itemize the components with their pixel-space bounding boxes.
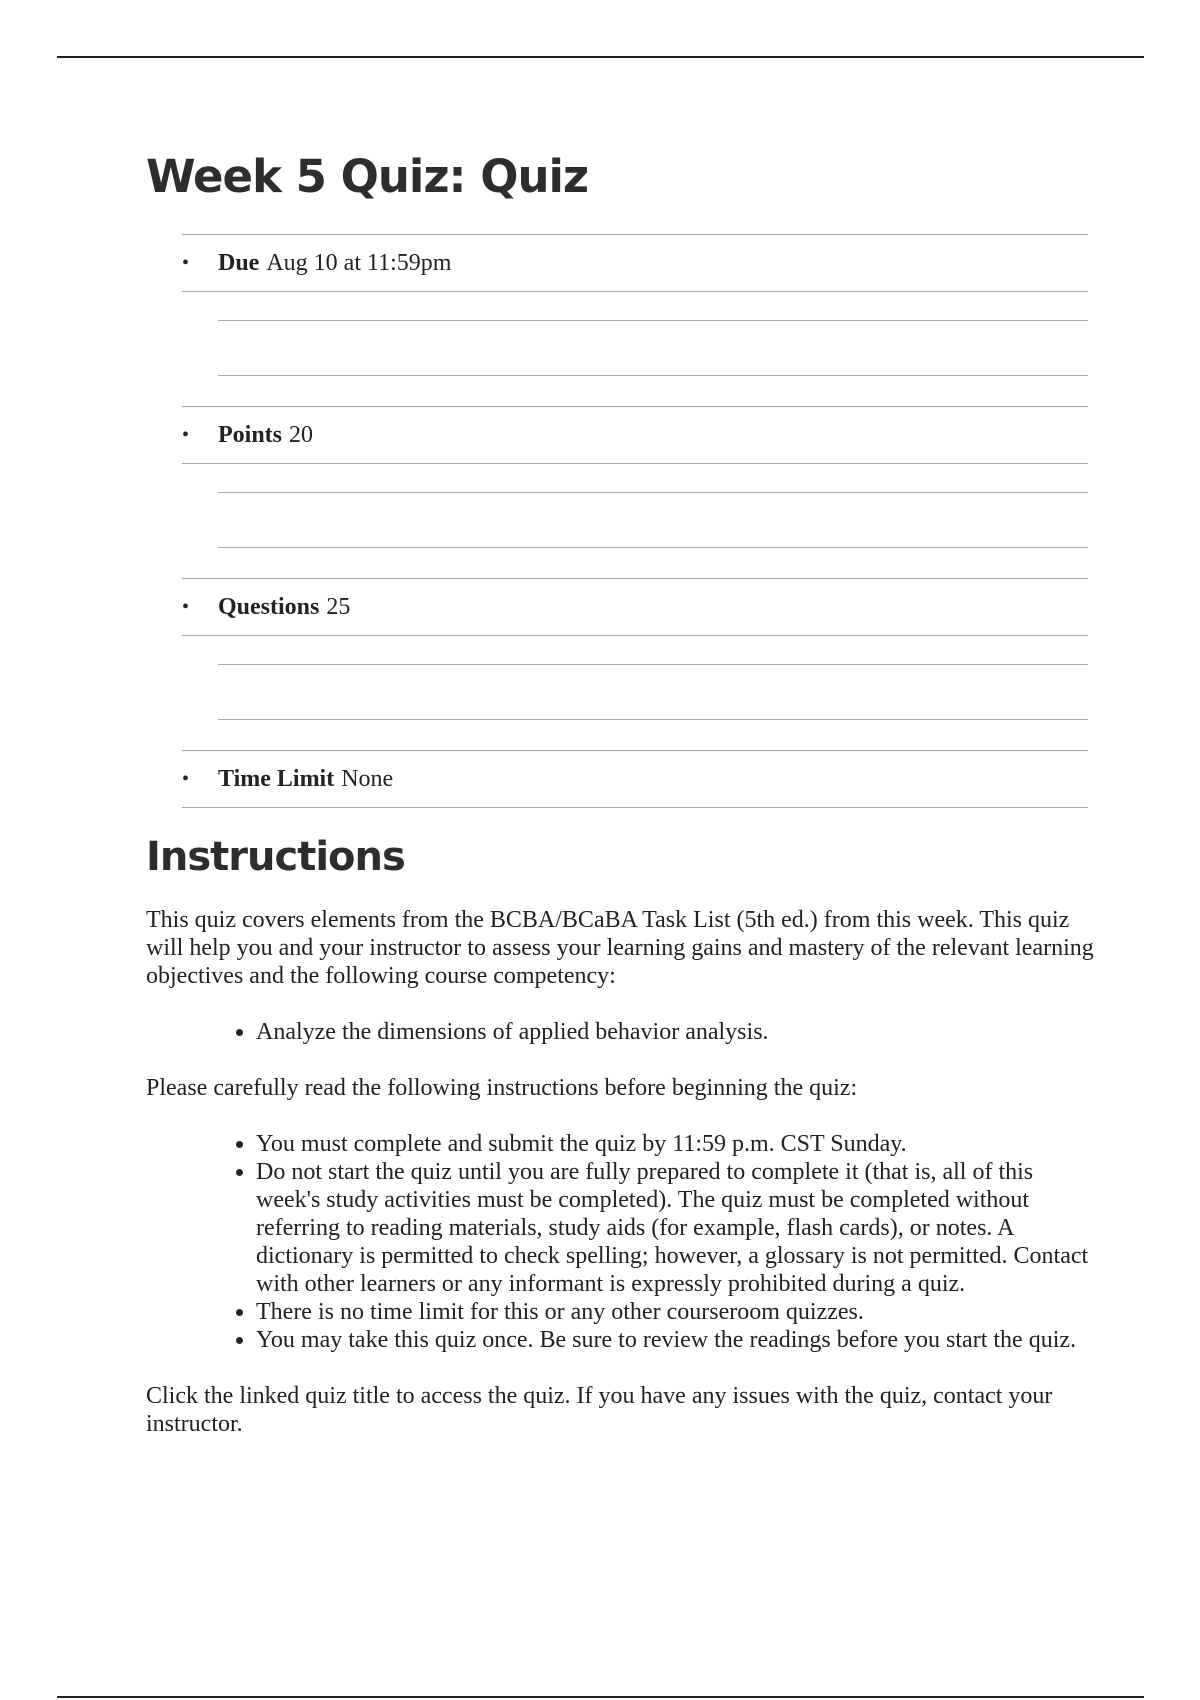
list-item: • You must complete and submit the quiz by 11:59 p.m. CST Sunday.	[256, 1130, 1096, 1158]
detail-label: Due	[218, 249, 260, 276]
instructions-heading: Instructions	[146, 834, 405, 880]
detail-label: Points	[218, 421, 283, 448]
list-item: • There is no time limit for this or any other courseroom quizzes.	[256, 1298, 1096, 1326]
detail-questions	[182, 578, 1088, 750]
detail-label: Questions	[218, 593, 320, 620]
list-item: • Analyze the dimensions of applied behavior analysis.	[256, 1018, 1096, 1046]
detail-due	[182, 234, 1088, 406]
bottom-divider	[57, 1696, 1144, 1698]
intro-paragraph: This quiz covers elements from the BCBA/BCaBA Task List (5th ed.) from this week. This quiz will help you and your instructor to assess your learning gains and mastery of the relevant learning objectives and the following course competency:	[146, 907, 1094, 989]
rules-list	[146, 1130, 1096, 1354]
bullet-icon: •	[182, 423, 190, 446]
detail-spacer	[218, 664, 1088, 720]
page-title: Week 5 Quiz: Quiz	[146, 150, 589, 203]
detail-value: Aug 10 at 11:59pm	[266, 249, 452, 276]
list-item: • Do not start the quiz until you are fully prepared to complete it (that is, all of this week's study activities must be completed). The quiz must be completed without referring to reading materials, study aids (for example, flash cards), or notes. A dictionary is permitted to check spelling; however, a glossary is not permitted. Contact with other learners or any informant is expressly prohibited during a quiz.	[256, 1158, 1096, 1298]
bullet-icon: •	[182, 767, 190, 790]
detail-value: 25	[326, 593, 351, 620]
list-item: • You may take this quiz once. Be sure to review the readings before you start the quiz.	[256, 1326, 1096, 1354]
detail-label: Time Limit	[218, 765, 335, 792]
top-divider	[57, 56, 1144, 58]
quiz-details-list	[182, 234, 1088, 808]
closing-paragraph: Click the linked quiz title to access the quiz. If you have any issues with the quiz, contact your instructor.	[146, 1383, 1053, 1437]
competency-list	[146, 1018, 1096, 1046]
detail-time-limit	[182, 750, 1088, 808]
detail-spacer	[218, 492, 1088, 548]
detail-value: 20	[289, 421, 314, 448]
bullet-icon: •	[182, 251, 190, 274]
detail-value: None	[341, 765, 394, 792]
detail-spacer	[218, 320, 1088, 376]
detail-points	[182, 406, 1088, 578]
instructions-body	[146, 906, 1096, 1438]
lead-paragraph: Please carefully read the following instructions before beginning the quiz:	[146, 1075, 858, 1101]
bullet-icon: •	[182, 595, 190, 618]
